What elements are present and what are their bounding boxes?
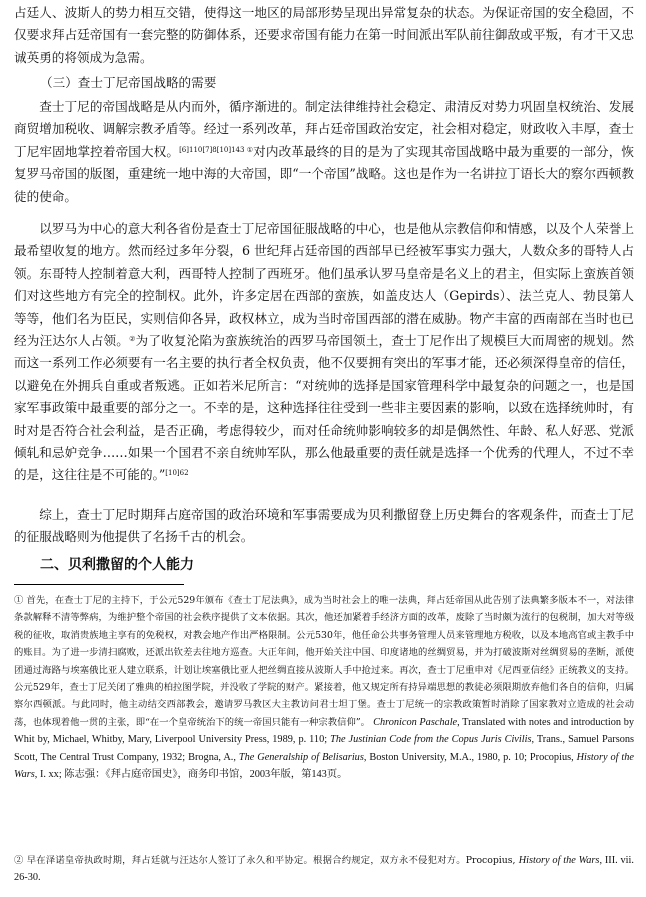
source-title: History of the Wars bbox=[518, 855, 600, 866]
citation-ref: [6]110[7]8[10]143 ① bbox=[179, 145, 254, 154]
source-title: History of the Wars bbox=[14, 751, 634, 781]
paragraph-strategy-text-b: 对内改革最终的目的是为了实现其帝国战略中最为重要的一部分，恢复罗马帝国的版图，重建统一地中海的大帝国，即“一个帝国”战略。这也是作为一名讲拉丁语长大的察尔西顿教徒的使命。 bbox=[14, 143, 635, 204]
footnote-2 bbox=[14, 852, 634, 887]
footnote-1 bbox=[14, 592, 634, 783]
source-title: The Generalship of Belisarius bbox=[238, 751, 364, 763]
footnote-marker: ① bbox=[14, 595, 24, 606]
paragraph-strategy-text-a: 查士丁尼的帝国战略是从内而外，循序渐进的。制定法律维持社会稳定、肃清反对势力巩固皇权统治、发展商贸增加税收、调解宗教矛盾等。经过一系列改革，拜占廷帝国政治安定，社会相对稳定，财政收入丰厚，查士丁尼牢固地掌控着帝国大权。 bbox=[14, 99, 634, 159]
paragraph-italy-text-b: 为了收复沦陷为蛮族统治的西罗马帝国领土，查士丁尼作出了规模巨大而周密的规划。然而这一系列工作必须要有一名主要的执行者全权负责，他不仅要拥有突出的军事才能，还必须深得皇帝的信任，以避免在外拥兵自重或者叛逃。正如若米尼所言：“对统帅的选择是国家管理科学中最复杂的问题之一，也是国家军事政策中最重要的部分之一。不幸的是，这种选择往往受到一些非主要因素的影响，以致在选择统帅时，有时对是否符合社会利益，是否正确，考虑得较少，而对任命统帅影响较多的却是偶然性、年龄、私人好恶、党派倾轧和忌妒竞争……如果一个国君不亲自统帅军队，那么他最重要的责任就是选择一个优秀的代理人，不过不幸的是，这往往是不可能的。” bbox=[14, 333, 635, 483]
footnote-divider bbox=[14, 584, 184, 585]
paragraph-continued: 占廷人、波斯人的势力相互交错，使得这一地区的局部形势呈现出异常复杂的状态。为保证帝国的安全稳固，不仅要求拜占廷帝国有一套完整的防御体系，还要求帝国有能力在第一时间派出军队前往御敌或平叛，有才干又忠诚英勇的将领成为急需。 bbox=[14, 5, 634, 65]
paragraph-italy-text-a: 以罗马为中心的意大利各省份是查士丁尼帝国征服战略的中心，也是他从宗教信仰和情感，以及个人荣誉上最希望收复的地方。然而经过多年分裂，6 世纪拜占廷帝国的西部早已经被军事实力强大，人数众多的哥特人占领。东哥特人控制着意大利，西哥特人控制了西班牙。他们虽承认罗马皇帝是名义上的君主，但实际上蛮族首领们对这些地方有完全的控制权。此外，许多定居在西部的蛮族，如盖皮达人（Gepirds）、法兰克人、勃艮第人等等，他们名为臣民，实则信仰各异，政权林立，成为当时帝国西部的潜在威胁。物产丰富的西南部在当时也已经为汪达尔人占领。 bbox=[14, 221, 634, 349]
citation-ref: [10]62 bbox=[165, 469, 189, 478]
source-detail: , Translated with notes and introduction by Whit by, Michael, Whitby, Mary, Liverpool University Press, 1989, p. 110; bbox=[14, 716, 634, 746]
source-detail: , III. vii. 26-30. bbox=[14, 855, 634, 884]
section-heading: 二、贝利撒留的个人能力 bbox=[40, 557, 194, 573]
source-detail: , I. xx; 陈志强：《拜占庭帝国史》，商务印书馆，2003年版，第143页。 bbox=[34, 769, 348, 781]
paragraph-strategy bbox=[14, 96, 634, 208]
source-title: Chronicon Paschale bbox=[373, 716, 458, 728]
source-detail: , Boston University, M.A., 1980, p. 10; Procopius, bbox=[363, 751, 577, 763]
footnote-ref-2: ② bbox=[129, 335, 136, 344]
paragraph-italy bbox=[14, 218, 634, 487]
footnote-2-text: 早在泽诺皇帝执政时期，拜占廷就与汪达尔人签订了永久和平协定。根据合约规定，双方永不侵犯对方。Procopius, bbox=[26, 855, 519, 866]
paragraph-conclusion: 综上，查士丁尼时期拜占庭帝国的政治环境和军事需要成为贝利撒留登上历史舞台的客观条件，而查士丁尼的征服战略则为他提供了名扬千古的机会。 bbox=[14, 507, 634, 545]
source-title: The Justinian Code from the Copus Juris Civilis bbox=[330, 734, 532, 746]
source-detail: , Trans., Samuel Parsons Scott, The Central Trust Company, 1932; Brogna, A., bbox=[14, 734, 635, 763]
footnote-marker: ② bbox=[14, 855, 24, 866]
section-subheading: （三）查士丁尼帝国战略的需要 bbox=[40, 75, 217, 90]
footnote-1-text: 首先，在查士丁尼的主持下，于公元529年颁布《查士丁尼法典》，成为当时社会上的唯一法典，拜占廷帝国从此告别了法典繁多版本不一，对法律条款解释不清等弊病，为维护整个帝国的社会秩序提供了文本依据。其次，他还加紧着手经济方面的改革，废除了当时颇为流行的包税制，加大对等级税的征收，取消贵族地主享有的免税权，对教会地产作出严格限制。公元530年，他任命公共事务管理人员来管理地方税收，以及本地高官或主教手中的账目。为了进一步清扫腐败，还派出钦差去往地方巡查。大正年间，他开始关注中国、印度诸地的丝绸贸易，并为打破波斯对丝绸贸易的垄断，派使团通过海路与埃塞俄比亚人建立联系，计划让埃塞俄比亚人把丝绸直接从波斯人手中抢过来。再次，查士丁尼重申对《尼西亚信经》正统教义的支持。公元529年，查士丁尼关闭了雅典的柏拉图学院，并没收了学院的财产。紧接着，他又规定所有持异端思想的教徒必须限期放弃他们各自的信仰，归属察尔西顿派。与此同时，他主动结交西部教会，邀请罗马教区大主教访问君士坦丁堡。查士丁尼统一的宗教政策暂时消除了国家教对立造成的社会动荡，也体现着他一贯的主张，即“在一个皇帝统治下的统一帝国只能有一种宗教信仰”。 bbox=[14, 595, 634, 728]
